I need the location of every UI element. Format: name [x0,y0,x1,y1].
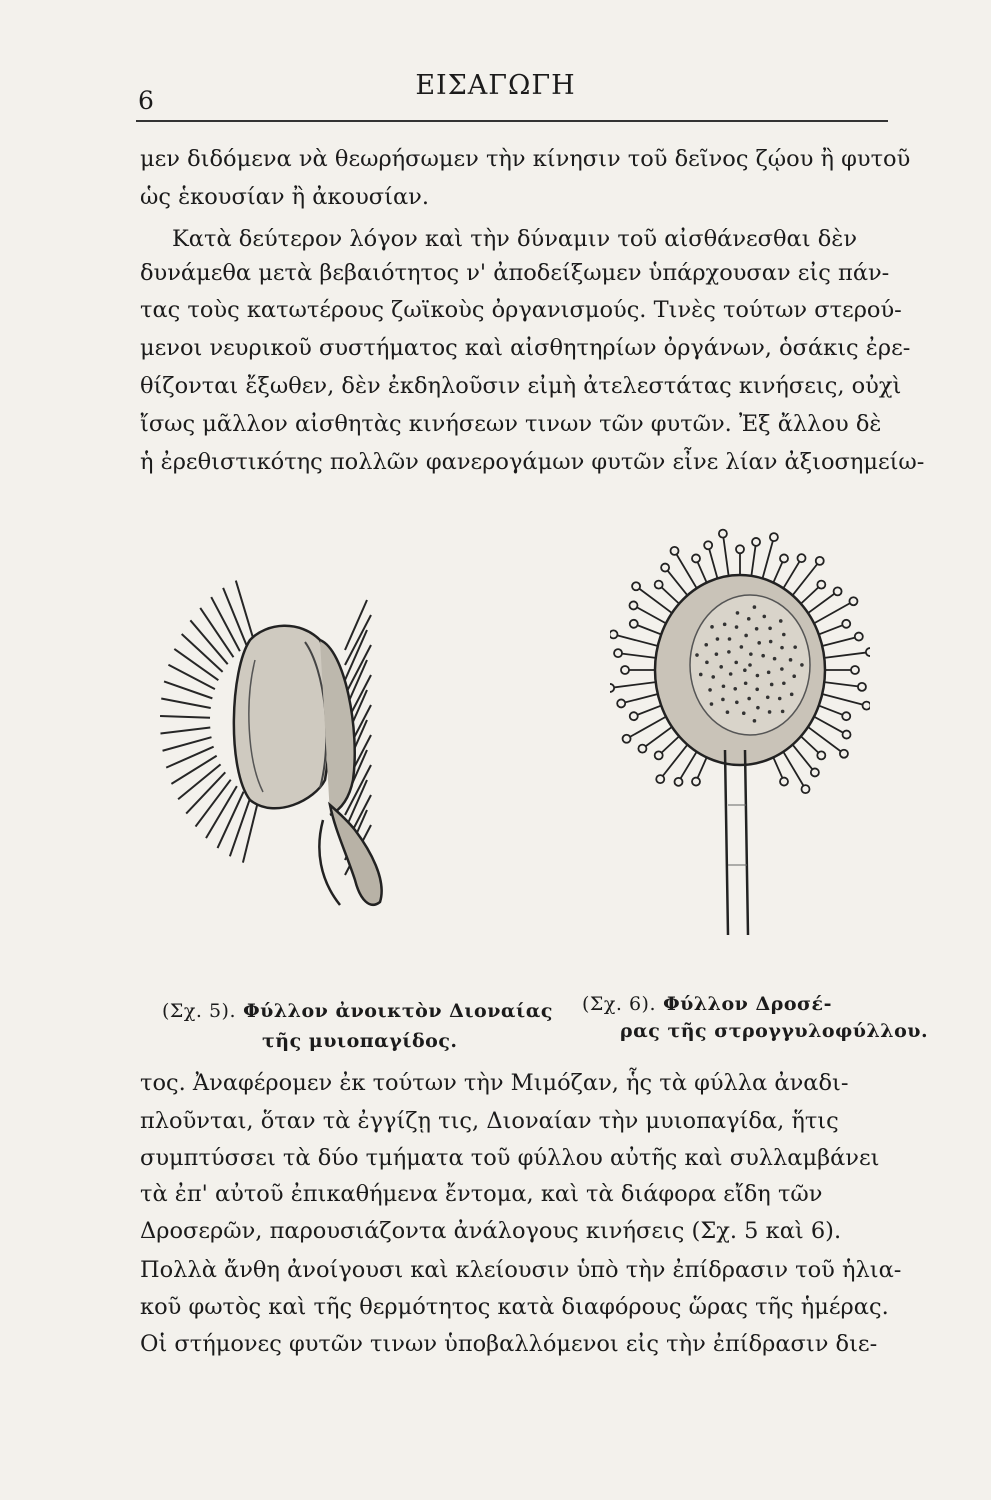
figure-5-label: (Σχ. 5). [162,1000,236,1022]
sundew-leaf-illustration [610,505,870,945]
figure-5-title-line1: Φύλλον ἀνοικτὸν Διοναίας [243,1000,553,1022]
text-line: μενοι νευρικοῦ συστήματος καὶ αἰσθητηρίων ὀργάνων, ὁσάκις ἐρε- [140,335,911,361]
text-line: πλοῦνται, ὅταν τὰ ἐγγίζῃ τις, Διοναίαν τὴν μυιοπαγίδα, ἥτις [140,1108,839,1134]
running-head: ΕΙΣΑΓΩΓΗ [415,70,576,101]
text-line: ἴσως μᾶλλον αἰσθητὰς κινήσεων τινων τῶν φυτῶν. Ἐξ ἄλλου δὲ [140,411,882,437]
text-line: Κατὰ δεύτερον λόγον καὶ τὴν δύναμιν τοῦ αἰσθάνεσθαι δὲν [172,226,858,252]
figure-5-caption [162,1000,553,1022]
venus-flytrap-leaf-illustration [155,530,425,915]
text-line: τος. Ἀναφέρομεν ἐκ τούτων τὴν Μιμόζαν, ἧς τὰ φύλλα ἀναδι- [140,1070,849,1096]
text-line: ὡς ἑκουσίαν ἢ ἀκουσίαν. [140,184,429,210]
text-line: μεν διδόμενα νὰ θεωρήσωμεν τὴν κίνησιν τοῦ δεῖνος ζῴου ἢ φυτοῦ [140,146,911,172]
page-number: 6 [138,86,154,115]
text-line: Πολλὰ ἄνθη ἀνοίγουσι καὶ κλείουσιν ὑπὸ τὴν ἐπίδρασιν τοῦ ἡλια- [140,1257,902,1283]
text-line: τας τοὺς κατωτέρους ζωϊκοὺς ὀργανισμούς. Τινὲς τούτων στερού- [140,297,902,323]
text-line: κοῦ φωτὸς καὶ τῆς θερμότητος κατὰ διαφόρους ὥρας τῆς ἡμέρας. [140,1294,889,1320]
text-line: ἡ ἐρεθιστικότης πολλῶν φανερογάμων φυτῶν εἶνε λίαν ἀξιοσημείω- [140,449,925,475]
text-line: θίζονται ἔξωθεν, δὲν ἐκδηλοῦσιν εἰμὴ ἀτελεστάτας κινήσεις, οὐχὶ [140,373,902,399]
text-line: Οἱ στήμονες φυτῶν τινων ὑποβαλλόμενοι εἰς τὴν ἐπίδρασιν διε- [140,1331,878,1357]
text-line: τὰ ἐπ' αὐτοῦ ἐπικαθήμενα ἔντομα, καὶ τὰ διάφορα εἴδη τῶν [140,1181,823,1207]
header-rule [136,120,888,122]
figure-6-label: (Σχ. 6). [582,993,656,1015]
text-line: δυνάμεθα μετὰ βεβαιότητος ν' ἀποδείξωμεν ὑπάρχουσαν εἰς πάν- [140,260,890,286]
text-line: Δροσερῶν, παρουσιάζοντα ἀνάλογους κινήσεις (Σχ. 5 καὶ 6). [140,1218,842,1244]
text-line: συμπτύσσει τὰ δύο τμήματα τοῦ φύλλου αὐτῆς καὶ συλλαμβάνει [140,1145,880,1171]
figure-6-title-line1: Φύλλον Δροσέ- [663,993,832,1015]
figure-5-caption-line2: τῆς μυιοπαγίδος. [262,1030,458,1052]
figure-6-caption [582,993,832,1015]
figure-6-caption-line2: ρας τῆς στρογγυλοφύλλου. [620,1020,929,1042]
